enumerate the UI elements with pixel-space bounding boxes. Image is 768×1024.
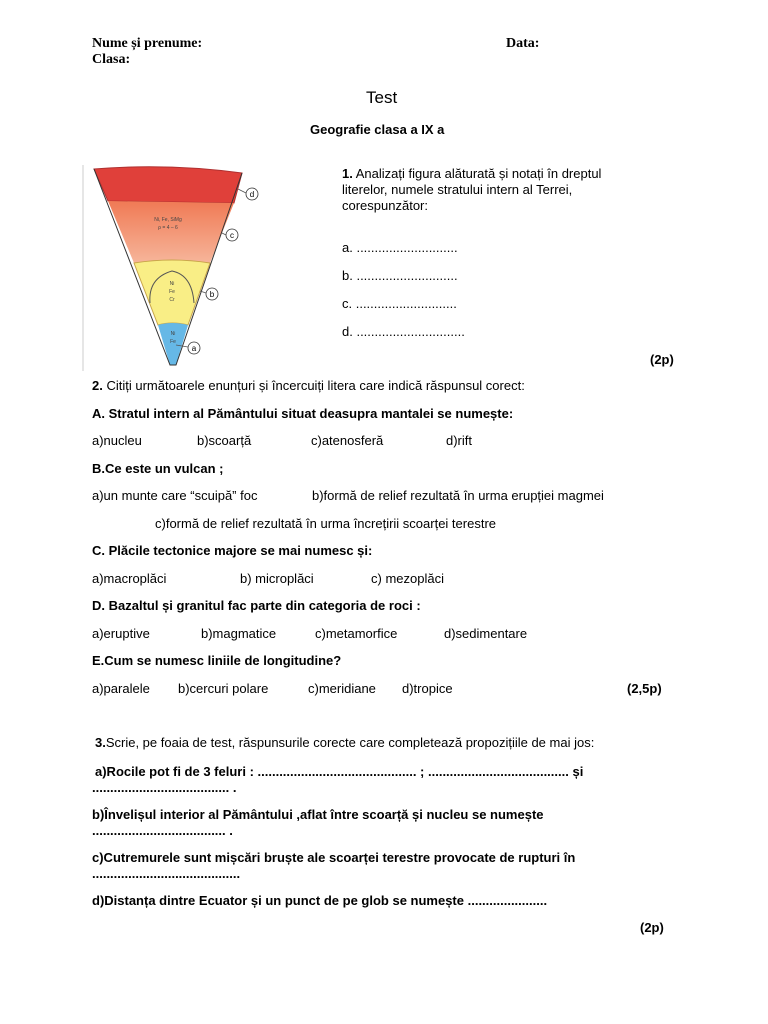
page-title: Test <box>366 88 398 107</box>
q2b-option: a)un munte care “scuipă” foc <box>92 488 258 503</box>
name-label: Nume și prenume: <box>92 36 203 51</box>
q3d-line1: d)Distanța dintre Ecuator și un punct de pe glob se numește ...................... <box>92 893 548 908</box>
q2b-question: B.Ce este un vulcan ; <box>92 461 224 476</box>
q2a-option: b)scoarță <box>197 433 252 448</box>
label-a: a <box>191 344 197 353</box>
q2a-question: A. Stratul intern al Pământului situat deasupra mantalei se numește: <box>92 406 514 421</box>
q3c-line2: ......................................... <box>92 866 241 881</box>
q2c-option: b) microplăci <box>240 571 314 586</box>
q2e-option: c)meridiane <box>308 681 376 696</box>
q1-points: (2p) <box>650 352 674 367</box>
q1-line2: literelor, numele stratului intern al Terrei, <box>342 182 573 197</box>
q3b-line2: ..................................... . <box>92 823 233 838</box>
label-b: b <box>209 290 215 299</box>
q2d-question: D. Bazaltul și granitul fac parte din categoria de roci : <box>92 598 421 613</box>
q3b-line1: b)Învelișul interior al Pământului ,aflat între scoarță și nucleu se numește <box>92 807 544 822</box>
q2a-option: c)atenosferă <box>311 433 384 448</box>
earth-layers-figure <box>82 163 332 373</box>
q2e-option: d)tropice <box>402 681 453 696</box>
q1-answer-d: d. .............................. <box>342 324 465 339</box>
q2d-option: a)eruptive <box>92 626 150 641</box>
q3a-line1: a)Rocile pot fi de 3 feluri : ............................................ ; ....................................... și <box>95 764 584 779</box>
svg-text:Ni: Ni <box>170 331 176 337</box>
mantle-density: ρ = 4 – 6 <box>158 225 178 231</box>
q3-intro: 3.Scrie, pe foaia de test, răspunsurile corecte care completează propozițiile de mai jos: <box>95 735 595 750</box>
q1-line3: corespunzător: <box>342 198 428 213</box>
q2a-option: d)rift <box>446 433 472 448</box>
q2c-option: a)macroplăci <box>92 571 167 586</box>
page-subtitle: Geografie clasa a IX a <box>310 122 445 137</box>
q2b-option: b)formă de relief rezultată în urma erupției magmei <box>312 488 604 503</box>
mantle-composition: Ni, Fe, SiMg <box>154 217 182 223</box>
q2c-option: c) mezoplăci <box>371 571 444 586</box>
q2d-option: d)sedimentare <box>444 626 528 641</box>
label-d: d <box>249 190 255 199</box>
q2d-option: c)metamorfice <box>315 626 398 641</box>
q1-answer-c: c. ............................ <box>342 296 457 311</box>
q2c-question: C. Plăcile tectonice majore se mai numesc și: <box>92 543 373 558</box>
q1-answer-b: b. ............................ <box>342 268 458 283</box>
q2-points: (2,5p) <box>627 681 662 696</box>
q2e-option: a)paralele <box>92 681 150 696</box>
q2e-question: E.Cum se numesc liniile de longitudine? <box>92 653 342 668</box>
label-c: c <box>230 231 234 240</box>
svg-text:Fe: Fe <box>170 339 176 345</box>
q2b-option: c)formă de relief rezultată în urma încrețirii scoarței terestre <box>155 516 497 531</box>
svg-text:Fe: Fe <box>169 289 175 295</box>
date-label: Data: <box>506 36 540 51</box>
q1-answer-a: a. ............................ <box>342 240 458 255</box>
svg-text:Cr: Cr <box>169 297 175 303</box>
q3a-line2: ...................................... . <box>92 780 237 795</box>
q3-points: (2p) <box>640 920 664 935</box>
class-label: Clasa: <box>92 52 131 67</box>
q2a-option: a)nucleu <box>92 433 142 448</box>
q3c-line1: c)Cutremurele sunt mișcări bruște ale scoarței terestre provocate de rupturi în <box>92 850 576 865</box>
q2d-option: b)magmatice <box>201 626 277 641</box>
crust-layer <box>94 167 242 203</box>
q2-intro: 2. Citiți următoarele enunțuri și încercuiți litera care indică răspunsul corect: <box>92 378 525 393</box>
q1-line1: 1. Analizați figura alăturată și notați în dreptul <box>342 166 602 181</box>
svg-text:Ni: Ni <box>169 281 175 287</box>
q2e-option: b)cercuri polare <box>178 681 269 696</box>
